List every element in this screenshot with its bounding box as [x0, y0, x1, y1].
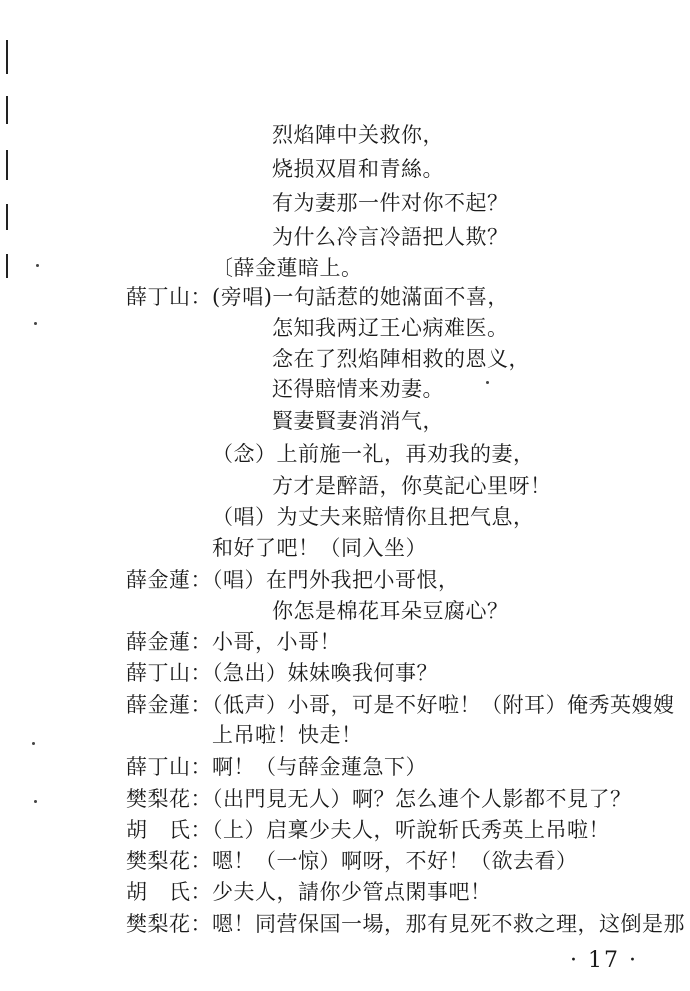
script-line: 和好了吧！（同入坐） — [212, 536, 427, 560]
script-line: 烧损双眉和青絲。 — [272, 157, 444, 181]
script-line: 薛丁山：(旁唱)一句話惹的她滿面不喜， — [126, 285, 509, 309]
script-line: 胡 氏：（上）启稟少夫人，听說斩氏秀英上吊啦！ — [126, 818, 610, 842]
script-line: 你怎是棉花耳朵豆腐心？ — [272, 599, 509, 623]
script-line: 烈焰陣中关救你， — [272, 123, 444, 147]
script-line: 有为妻那一件对你不起？ — [272, 191, 509, 215]
scan-edge-mark — [6, 96, 8, 124]
script-line: 上吊啦！快走！ — [212, 723, 363, 747]
stage-direction: 〔薛金蓮暗上。 — [212, 256, 363, 280]
script-line: 薛丁山：（急出）妹妹喚我何事？ — [126, 661, 438, 685]
script-line: 薛金蓮：小哥，小哥！ — [126, 630, 341, 654]
script-line: 樊梨花：嗯！同营保国一場，那有見死不救之理，这倒是那 — [126, 912, 685, 936]
script-line: （念）上前施一礼，再劝我的妻， — [212, 442, 535, 466]
scan-speck — [34, 322, 37, 325]
script-line: 薛金蓮：（唱）在門外我把小哥恨， — [126, 568, 460, 592]
scan-speck — [34, 800, 37, 803]
script-line: 为什么冷言冷語把人欺？ — [272, 225, 509, 249]
scan-speck — [36, 264, 39, 267]
scan-speck — [32, 742, 35, 745]
script-line: 还得賠情来劝妻。 — [272, 377, 444, 401]
script-line: 薛丁山：啊！（与薛金蓮急下） — [126, 755, 427, 779]
script-line: （唱）为丈夫来賠情你且把气息， — [212, 505, 535, 529]
script-line: 薛金蓮：（低声）小哥，可是不好啦！（附耳）俺秀英嫂嫂 — [126, 693, 675, 717]
script-line: 胡 氏：少夫人，請你少管点閑事吧！ — [126, 880, 492, 904]
page-number: · 17 · — [570, 948, 638, 973]
script-line: 樊梨花：（出門見无人）啊？怎么連个人影都不見了？ — [126, 787, 632, 811]
scan-edge-mark — [6, 254, 8, 278]
scan-edge-mark — [6, 150, 8, 180]
script-line: 樊梨花：嗯！（一惊）啊呀，不好！（欲去看） — [126, 849, 578, 873]
script-line: 怎知我两辽王心病难医。 — [272, 316, 509, 340]
scan-speck — [486, 381, 489, 384]
scan-edge-mark — [6, 204, 8, 230]
script-line: 念在了烈焰陣相救的恩义， — [272, 347, 530, 371]
script-line: 方才是醉語，你莫記心里呀！ — [272, 474, 552, 498]
script-line: 賢妻賢妻消消气， — [272, 409, 444, 433]
scan-edge-mark — [6, 40, 8, 74]
